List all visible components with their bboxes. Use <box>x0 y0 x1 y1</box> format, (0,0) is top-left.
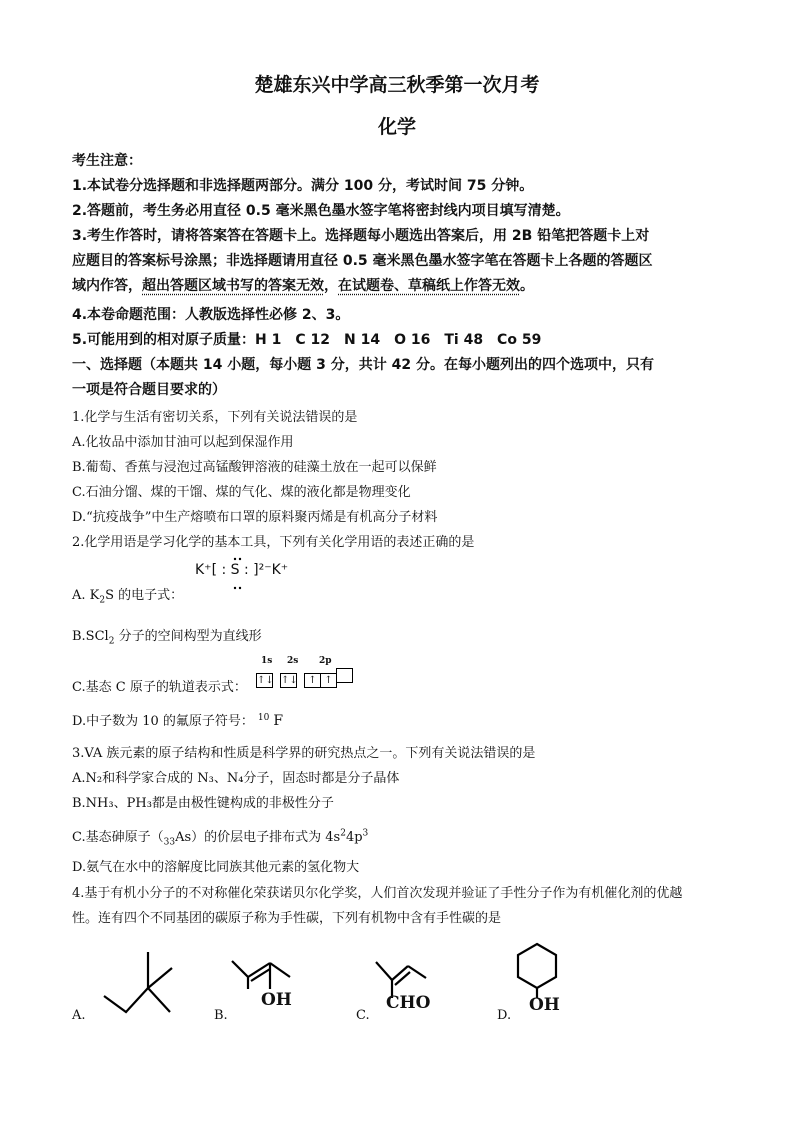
q2-a-sub: 2 <box>99 595 106 606</box>
note-3-line1: 3.考生作答时，请将答案答在答题卡上。选择题每小题选出答案后，用 2B 铅笔把答题卡上对 <box>72 228 650 244</box>
q3-c-sup2: 3 <box>362 828 369 839</box>
note-4: 4.本卷命题范围：人教版选择性必修 2、3。 <box>72 307 350 323</box>
q4-option-a-label: A. <box>72 1008 86 1023</box>
note-3-emphasis-2: 在试题卷、草稿纸上作答无效 <box>338 278 520 294</box>
q3-c-pre: C.基态砷原子（ <box>72 830 164 845</box>
note-1: 1.本试卷分选择题和非选择题两部分。满分 100 分，考试时间 75 分钟。 <box>72 178 534 194</box>
note-3-line2: 应题目的答案标号涂黑；非选择题请用直径 0.5 毫米黑色墨水签字笔在答题卡上各题的答题区 <box>72 253 653 269</box>
orbital-box-2s: ↑↓ <box>281 675 298 686</box>
orbital-label-1s: 1s <box>261 656 273 666</box>
q2-option-d <box>72 710 283 729</box>
q1-option-a: A.化妆品中添加甘油可以起到保湿作用 <box>72 435 294 450</box>
exam-title: 楚雄东兴中学高三秋季第一次月考 <box>254 74 540 96</box>
notes-heading: 考生注意： <box>72 153 142 169</box>
q1-option-c: C.石油分馏、煤的干馏、煤的气化、煤的液化都是物理变化 <box>72 485 411 500</box>
q3-option-c <box>72 826 368 848</box>
q3-c-sup1: 2 <box>340 828 346 839</box>
q3-c-mid: As）的价层电子排布式为 4s <box>175 830 341 845</box>
q4-option-c-label: C. <box>356 1008 370 1023</box>
q2-d-text: D.中子数为 10 的氟原子符号： <box>72 714 254 729</box>
q1-option-d: D.“抗疫战争”中生产熔喷布口罩的原料聚丙烯是有机高分子材料 <box>72 510 438 525</box>
structure-c-cho: CHO <box>386 993 431 1013</box>
q3-c-mid2: 4p <box>345 830 363 845</box>
note-3-line3-a: 域内作答， <box>72 278 142 294</box>
electron-formula-text: K⁺[ : S : ]²⁻K⁺ <box>195 562 289 578</box>
q4-option-d-label: D. <box>497 1008 512 1023</box>
orbital-box-2p-3 <box>336 668 353 683</box>
q1-option-b: B.葡萄、香蕉与浸泡过高锰酸钾溶液的硅藻土放在一起可以保鲜 <box>72 460 437 475</box>
orbital-box-2p-2: ↑ <box>320 673 337 688</box>
q2-option-b <box>72 625 262 647</box>
q2-option-c: C.基态 C 原子的轨道表示式： <box>72 680 247 695</box>
q3-option-a: A.N₂和科学家合成的 N₃、N₄分子，固态时都是分子晶体 <box>72 771 400 786</box>
q2-option-a <box>72 584 183 606</box>
orbital-box-2p-1: ↑ <box>304 673 321 688</box>
q2-b-post: 分子的空间构型为直线形 <box>114 629 262 644</box>
structure-d <box>512 940 562 998</box>
q1-stem: 1.化学与生活有密切关系，下列有关说法错误的是 <box>72 410 358 425</box>
structure-b-oh: OH <box>261 990 292 1010</box>
note-2: 2.答题前，考生务必用直径 0.5 毫米黑色墨水签字笔将密封线内项目填写清楚。 <box>72 203 570 219</box>
q3-c-sub: 33 <box>163 837 176 848</box>
orbital-label-2s: 2s <box>287 656 299 666</box>
structure-a <box>100 948 180 1018</box>
orbital-label-2p: 2p <box>319 656 332 666</box>
q2-d-symbol: F <box>273 713 284 729</box>
q2-a-post: S 的电子式： <box>105 588 184 603</box>
q2-b-pre: B.SCl <box>72 629 109 644</box>
note-3-line3-c: ， <box>324 278 338 294</box>
section1-line1: 一、选择题（本题共 14 小题，每小题 3 分，共计 42 分。在每小题列出的四个选项中，只有 <box>72 357 654 373</box>
q2-d-sup: 10 <box>257 712 270 723</box>
orbital-box-1s: ↑↓ <box>257 675 274 686</box>
section1-line2: 一项是符合题目要求的） <box>72 382 226 398</box>
note-3-line3-e: 。 <box>520 278 534 294</box>
orbital-diagram <box>256 656 346 690</box>
note-3-emphasis-1: 超出答题区域书写的答案无效 <box>142 278 324 294</box>
exam-subject: 化学 <box>377 116 416 138</box>
q4-stem-line2: 性。连有四个不同基团的碳原子称为手性碳，下列有机物中含有手性碳的是 <box>72 911 502 926</box>
q2-stem: 2.化学用语是学习化学的基本工具，下列有关化学用语的表述正确的是 <box>72 535 475 550</box>
q4-option-b-label: B. <box>214 1008 228 1023</box>
structure-d-oh: OH <box>529 995 560 1015</box>
q3-option-b: B.NH₃、PH₃都是由极性键构成的非极性分子 <box>72 796 334 811</box>
note-3-line3 <box>72 275 534 295</box>
q2-b-sub: 2 <box>108 636 115 647</box>
q3-stem: 3.VA 族元素的原子结构和性质是科学界的研究热点之一。下列有关说法错误的是 <box>72 746 536 761</box>
q2-a-pre: A. K <box>72 588 100 603</box>
q4-stem-line1: 4.基于有机小分子的不对称催化荣获诺贝尔化学奖，人们首次发现并验证了手性分子作为有机催化剂的优越 <box>72 886 683 901</box>
note-5: 5.可能用到的相对原子质量：H 1 C 12 N 14 O 16 Ti 48 Co 59 <box>72 332 542 348</box>
q3-option-d: D.氨气在水中的溶解度比同族其他元素的氢化物大 <box>72 860 360 875</box>
lone-pair-dots <box>229 556 249 592</box>
